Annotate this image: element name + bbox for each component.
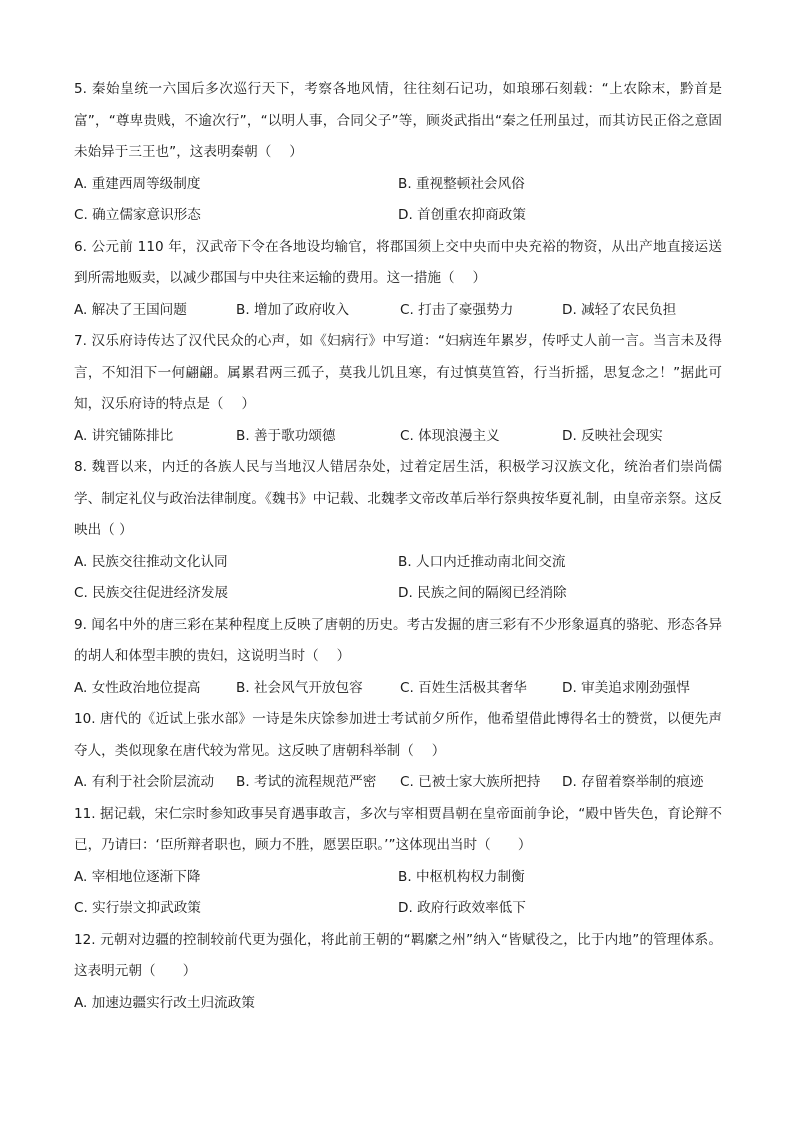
question-stem: 9. 闻名中外的唐三彩在某种程度上反映了唐朝的历史。考古发掘的唐三彩有不少形象逼真的骆驼、形态各异的胡人和体型丰腴的贵妇，这说明当时（ ） [74,616,722,664]
option-b: B. 人口内迁推动南北间交流 [398,553,566,570]
option-d: D. 首创重农抑商政策 [398,207,526,223]
question-11 [74,799,722,925]
options-group [74,295,722,327]
question-stem: 10. 唐代的《近试上张水部》一诗是朱庆馀参加进士考试前夕所作，他希望借此博得名士的赞赏，以便先声夺人，类似现象在唐代较为常见。这反映了唐朝科举制（ ） [74,711,722,759]
option-c: C. 百姓生活极其奢华 [400,679,527,696]
question-10 [74,704,722,799]
question-stem: 11. 据记载，宋仁宗时参知政事吴育遇事敢言，多次与宰相贾昌朝在皇帝面前争论，“殿中皆失色，育论辩不已，乃请曰：‘臣所辩者职也，顾力不胜，愿罢臣职。’”这体现出当时（ ） [74,805,722,853]
option-b: B. 考试的流程规范严密 [236,774,377,790]
option-c: C. 体现浪漫主义 [400,427,500,444]
option-c: C. 打击了豪强势力 [400,301,514,318]
options-group [74,862,722,925]
option-a: A. 讲究铺陈排比 [74,427,174,444]
question-7 [74,326,722,452]
option-c: C. 确立儒家意识形态 [74,207,201,223]
option-b: B. 善于歌功颂德 [236,427,336,444]
option-b: B. 重视整顿社会风俗 [398,175,525,192]
question-9 [74,610,722,705]
options-group [74,673,722,705]
options-group [74,988,722,1020]
question-stem: 6. 公元前 110 年，汉武帝下令在各地设均输官，将郡国须上交中央而中央充裕的物资，从出产地直接运送到所需地贩卖，以减少郡国与中央往来运输的费用。这一措施（ ） [74,238,722,286]
options-group [74,547,722,610]
question-5 [74,74,722,232]
question-6 [74,232,722,327]
option-b: B. 中枢机构权力制衡 [398,868,525,885]
question-stem: 7. 汉乐府诗传达了汉代民众的心声，如《妇病行》中写道：“妇病连年累岁，传呼丈人前一言。当言未及得言，不知泪下一何翩翩。属累君两三孤子，莫我儿饥且寒，有过慎莫笪笞，行当折摇，思复念之！”据此可知，汉乐府诗的特点是（ ） [74,333,722,412]
option-a: A. 宰相地位逐渐下降 [74,868,201,885]
options-group [74,169,722,232]
option-d: D. 反映社会现实 [562,427,663,444]
options-group [74,767,722,799]
option-c: C. 民族交往促进经济发展 [74,585,229,601]
option-b: B. 增加了政府收入 [236,301,350,318]
option-d: D. 政府行政效率低下 [398,900,526,916]
option-a: A. 重建西周等级制度 [74,175,201,192]
option-d: D. 审美追求刚劲强悍 [562,679,690,696]
question-stem: 5. 秦始皇统一六国后多次巡行天下，考察各地风情，往往刻石记功，如琅琊石刻载：“上农除末，黔首是富”，“尊卑贵贱，不逾次行”，“以明人事，合同父子”等，顾炎武指出“秦之任刑虽过，而其访民正俗之意固未始异于三王也”，这表明秦朝（ ） [74,81,722,160]
option-d: D. 民族之间的隔阂已经消除 [398,585,567,601]
question-stem: 8. 魏晋以来，内迁的各族人民与当地汉人错居杂处，过着定居生活，积极学习汉族文化，统治者们崇尚儒学、制定礼仪与政治法律制度。《魏书》中记载、北魏孝文帝改革后举行祭典按华夏礼制，由皇帝亲祭。这反映出（ ） [74,459,722,538]
option-c: C. 已被士家大族所把持 [400,774,541,790]
option-a: A. 有利于社会阶层流动 [74,774,215,790]
option-a: A. 解决了王国问题 [74,301,187,318]
option-d: D. 减轻了农民负担 [562,301,677,318]
option-a: A. 加速边疆实行改土归流政策 [74,994,255,1011]
options-group [74,421,722,453]
option-d: D. 存留着察举制的痕迹 [562,774,704,790]
option-b: B. 社会风气开放包容 [236,679,363,696]
option-a: A. 民族交往推动文化认同 [74,553,228,570]
question-8 [74,452,722,610]
question-12 [74,925,722,1020]
question-stem: 12. 元朝对边疆的控制较前代更为强化，将此前王朝的“羁縻之州”纳入“皆赋役之，比于内地”的管理体系。这表明元朝（ ） [74,931,722,979]
option-a: A. 女性政治地位提高 [74,679,201,696]
option-c: C. 实行崇文抑武政策 [74,900,201,916]
